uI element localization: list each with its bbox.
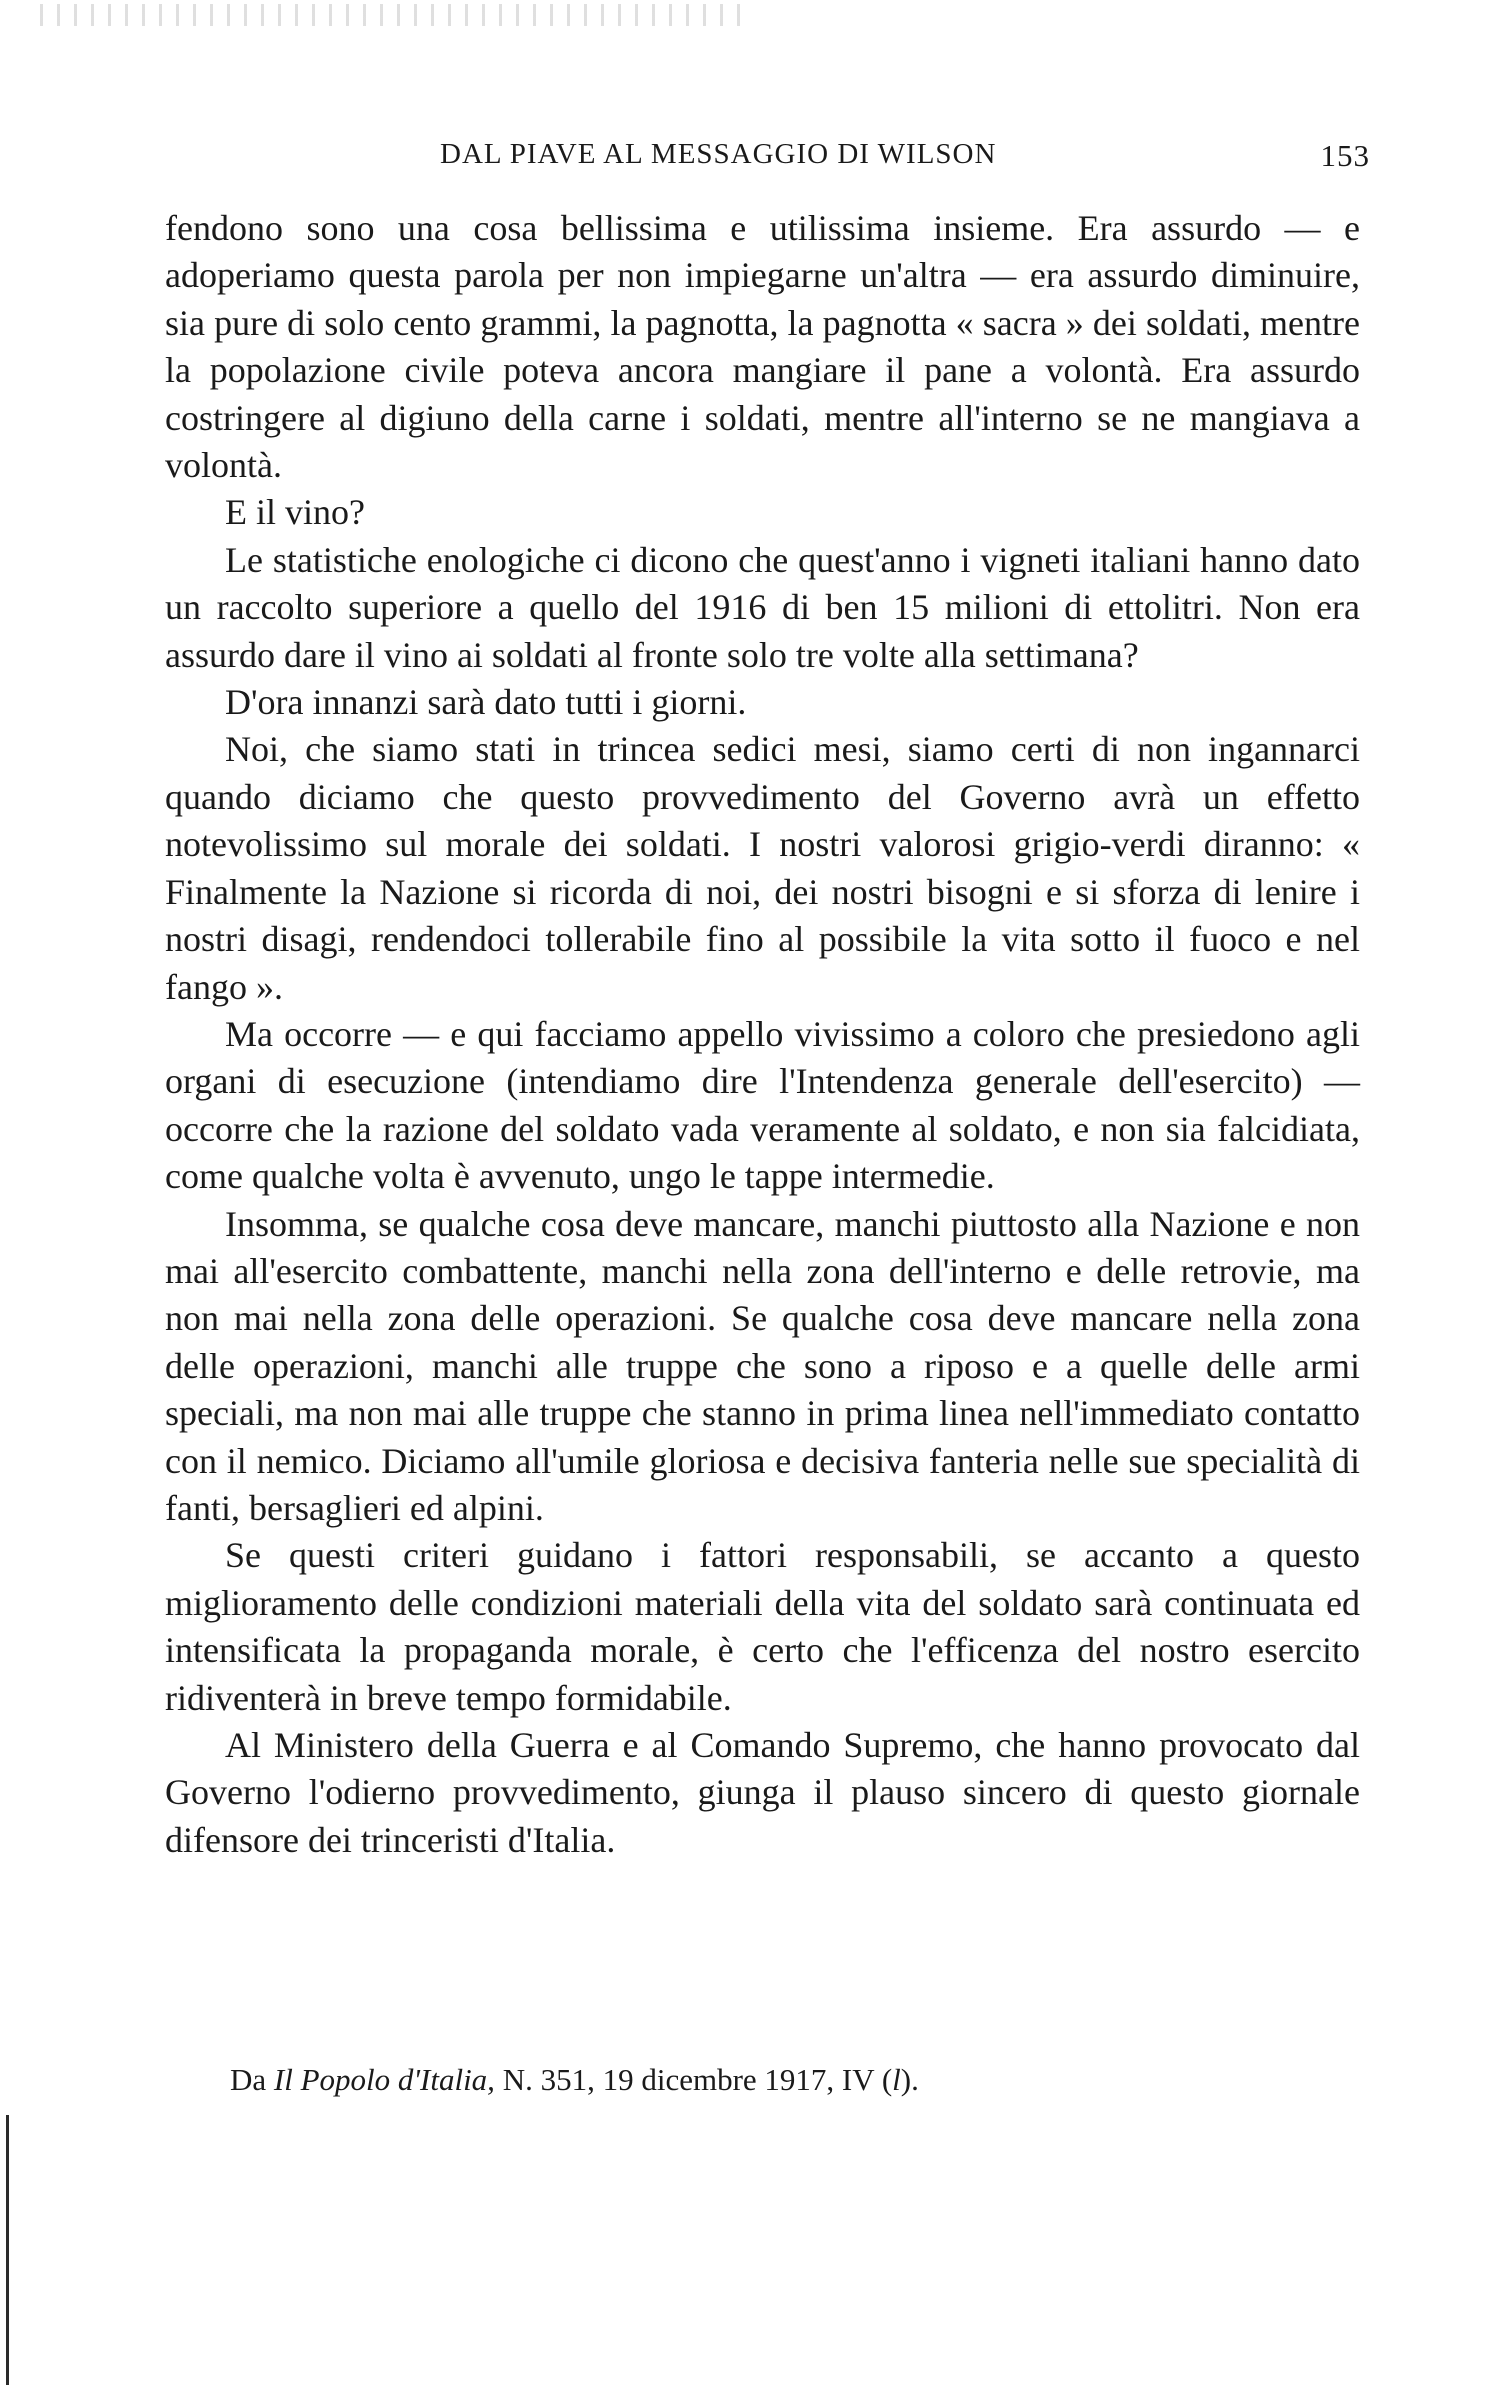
paragraph: Noi, che siamo stati in trincea sedici mesi, siamo certi di non ingannarci quando diciamo che questo provvedimento del Governo avrà un effetto notevolissimo sul morale dei soldati. I nostri valorosi grigio-verdi diranno: « Finalmente la Nazione si ricorda di noi, dei nostri bisogni e si sforza di lenire i nostri disagi, rendendoci tollerabile fino al possibile la vita sotto il fuoco e nel fango ».: [165, 729, 1360, 1007]
paragraph: Le statistiche enologiche ci dicono che quest'anno i vigneti italiani hanno dato un raccolto superiore a quello del 1916 di ben 15 milioni di ettolitri. Non era assurdo dare il vino ai soldati al fronte solo tre volte alla settimana?: [165, 539, 1360, 675]
source-suffix-italic: l: [892, 2062, 901, 2097]
page-header: [440, 138, 1370, 178]
paragraph: Se questi criteri guidano i fattori responsabili, se accanto a questo miglioramento delle condizioni materiali della vita del soldato sarà continuata ed intensificata la propaganda morale, è certo che l'efficenza del nostro esercito ridiventerà in breve tempo formidabile.: [165, 1535, 1360, 1718]
source-details: N. 351, 19 dicembre 1917, IV: [502, 2062, 875, 2097]
paragraph: D'ora innanzi sarà dato tutti i giorni.: [225, 682, 747, 723]
running-title: DAL PIAVE AL MESSAGGIO DI WILSON: [440, 138, 997, 170]
body-text: [165, 205, 1360, 1864]
source-citation: [230, 2062, 919, 2098]
source-prefix: Da: [230, 2062, 267, 2097]
paragraph: Insomma, se qualche cosa deve mancare, manchi piuttosto alla Nazione e non mai all'esercito combattente, manchi nella zona dell'interno e delle retrovie, ma non mai nella zona delle operazioni. Se qualche cosa deve mancare nella zona delle operazioni, manchi alle truppe che sono a riposo e a quelle delle armi speciali, ma non mai alle truppe che stanno in prima linea nell'immediato contatto con il nemico. Diciamo all'umile gloriosa e decisiva fanteria nelle sue specialità di fanti, bersaglieri ed alpini.: [165, 1203, 1360, 1528]
margin-line: [6, 2115, 9, 2385]
paragraph: Ma occorre — e qui facciamo appello vivissimo a coloro che presiedono agli organi di esecuzione (intendiamo dire l'Intendenza generale dell'esercito) — occorre che la razione del soldato vada veramente al soldato, e non sia falcidiata, come qualche volta è avvenuto, ungo le tappe intermedie.: [165, 1013, 1360, 1197]
source-publication: Il Popolo d'Italia,: [273, 2062, 495, 2097]
source-suffix-open: (: [881, 2062, 893, 2097]
source-suffix-close: ).: [900, 2062, 919, 2097]
page-number: 153: [1320, 138, 1370, 173]
paragraph: E il vino?: [225, 492, 365, 533]
paragraph: fendono sono una cosa bellissima e utilissima insieme. Era assurdo — e adoperiamo questa parola per non impiegarne un'altra — era assurdo diminuire, sia pure di solo cento grammi, la pagnotta, la pagnotta « sacra » dei soldati, mentre la popolazione civile poteva ancora mangiare il pane a volontà. Era assurdo costringere al digiuno della carne i soldati, mentre all'interno se ne mangiava a volontà.: [165, 208, 1360, 486]
scan-smudge: [40, 4, 740, 26]
paragraph: Al Ministero della Guerra e al Comando Supremo, che hanno provocato dal Governo l'odierno provvedimento, giunga il plauso sincero di questo giornale difensore dei trinceristi d'Italia.: [165, 1725, 1360, 1860]
